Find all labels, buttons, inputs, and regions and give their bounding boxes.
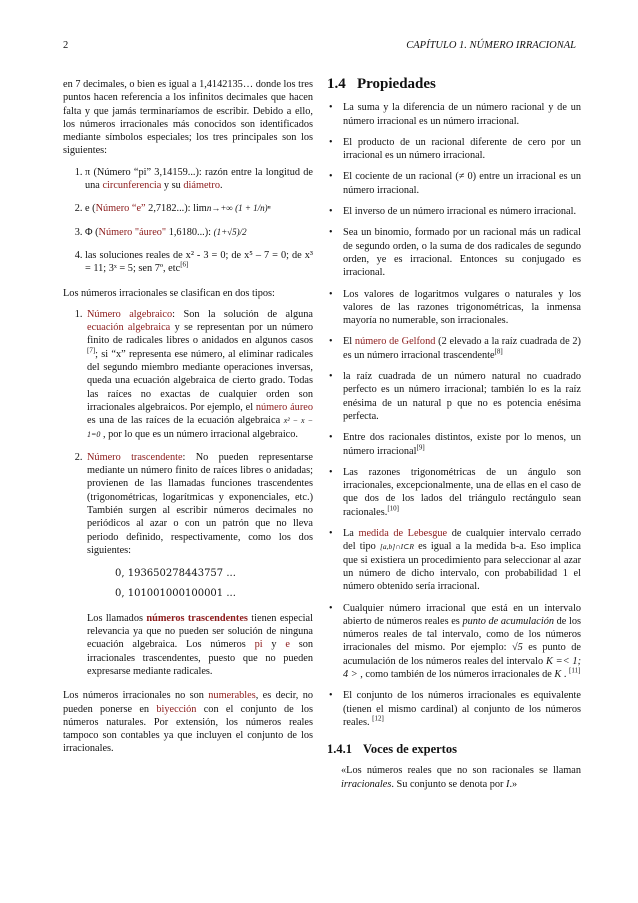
list-item: • Las razones trigonométricas de un ángulo son irracionales, excepcionalmente, una de ellas en el caso de que dos de los lados del triángulo rectángulo sean racionales.[10] [343,466,581,519]
highlight-trascendentes: números trascendentes [146,612,248,624]
list-item: 3. Φ (Número "áureo" 1,6180...): (1+√5)/2 [85,226,313,239]
link-numero-aureo-2[interactable]: número áureo [255,401,313,413]
list-item: • la raíz cuadrada de un número natural no cuadrado perfecto es un número irracional; también lo es la raíz enésima de un natural p que no es potencia enésima perfecta. [343,370,581,423]
link-e[interactable]: e [285,639,290,651]
link-numero-aureo[interactable]: Número "áureo" [98,226,167,238]
properties-list [327,101,581,729]
list-item: 2. e (Número “e” 2,7182...): limn→+∞ (1 + 1/n)ⁿ [85,202,313,215]
subsection-heading: 1.4.1 Voces de expertos [327,742,457,757]
reference[interactable]: [8] [494,347,503,356]
link-numero-algebraico[interactable]: Número algebraico [87,308,173,320]
section-heading: 1.4 Propiedades [327,76,436,92]
interval-k: K =< 1; 4 > [343,655,581,680]
reference[interactable]: [11] [569,666,581,675]
types-list [63,308,313,678]
classify-paragraph: Los números irracionales se clasifican en dos tipos: [63,287,275,299]
set-i: I [506,778,510,790]
intro-paragraph: en 7 decimales, o bien es igual a 1,4142135… donde los tres puntos hacen referencia a los infinitos decimales que hacen falta y que jamás terminaríamos de escribir. Debido a ello, los números irracionales más conocidos son identificados mediante símbolos especiales; los tres principales son los siguientes: [63,79,313,157]
list-item: • Entre dos racionales distintos, existe por lo menos, un número irracional[9] [343,431,581,458]
page-number: 2 [63,40,69,51]
left-column [63,78,313,756]
link-lebesgue[interactable]: medida de Lebesgue [358,528,448,540]
link-ecuacion-algebraica[interactable]: ecuación algebraica [87,322,171,334]
list-item: • Sea un binomio, formado por un racional más un radical de segundo orden, o la suma de dos radicales de segundo orden, ye es irracional. Entonces su conjugado es irracional. [343,226,581,279]
link-numero-e[interactable]: Número “e” [95,203,146,215]
right-column [327,78,581,791]
running-header: CAPÍTULO 1. NÚMERO IRRACIONAL [406,40,576,51]
expert-quote: «Los números reales que no son racionales se llaman irracionales. Su conjunto se denota por I.» [341,765,581,790]
link-diametro[interactable]: diámetro [183,180,220,192]
interval-notation: [a,b]∩I⊂R [379,542,414,552]
reference[interactable]: [12] [372,714,384,723]
list-item: 4. las soluciones reales de x² - 3 = 0; de x⁵ – 7 = 0; de x³ = 11; 3ˣ = 5; sen 7º, etc[6] [85,249,313,276]
set-k: K [554,668,562,680]
decimal-example: 0, 101001000100001 ... [115,587,236,599]
list-item: • La suma y la diferencia de un número racional y de un número irracional es un número irracional. [343,101,581,128]
limit-formula: n→+∞ (1 + 1/n)ⁿ [206,203,271,214]
link-numero-trascendente[interactable]: Número trascendente [87,451,183,463]
list-item: 2. Número trascendente: No pueden representarse mediante un número finito de raíces libres o anidadas; provienen de las llamadas funciones trascendentes (trigonométricas, logarítmicas y exponenciales, etc.) También surgen al escribir números decimales no periódicos al azar o con un patrón que no lleva periodo definido, respectivamente, como los dos siguientes: 0, 193650278443757 ... 0, 101001000100001 ... Los llamados números trascendentes tienen especial relevancia ya que no pueden ser solución de ninguna ecuación algebraica. Los números pi y e son irracionales trascendentes, puesto que no pueden expresarse mediante radicales. [85,451,313,678]
list-item: • El conjunto de los números irracionales es equivalente (tienen el mismo cardinal) al conjunto de los números reales. [12] [343,689,581,729]
list-item: • La medida de Lebesgue de cualquier intervalo cerrado del tipo [a,b]∩I⊂R es igual a la medida b-a. Eso implica que si existiera un procedimiento para seleccionar al azar un número de dicho intervalo, con probabilidad 1 el número obtenido sería irracional. [343,527,581,593]
link-circunferencia[interactable]: circunferencia [102,180,162,192]
link-biyeccion[interactable]: biyección [156,703,197,715]
list-item: 1. π (Número “pi” 3,14159...): razón entre la longitud de una circunferencia y su diámetro. [85,166,313,193]
trascendentes-paragraph: Los llamados números trascendentes tienen especial relevancia ya que no pueden ser solución de ninguna ecuación algebraica. Los números pi y e son irracionales trascendentes, puesto que no pueden expresarse mediante radicales. [87,612,314,677]
list-item: • El número de Gelfond (2 elevado a la raíz cuadrada de 2) es un número irracional trascendente[8] [343,335,581,362]
list-item: • El producto de un racional diferente de cero por un irracional es un número irracional. [343,136,581,163]
golden-formula: (1+√5)/2 [213,226,247,237]
list-item: • El inverso de un número irracional es número irracional. [343,205,581,218]
reference[interactable]: [9] [416,443,425,452]
list-item: 1. Número algebraico: Son la solución de alguna ecuación algebraica y se representan por un número finito de radicales libres o anidados en algunos casos [7]; si “x” representa ese número, al eliminar radicales del segundo miembro mediante operaciones inversas, queda una ecuación algebraica de cierto grado. Todas las raíces no exactas de cualquier orden son irracionales algebraicos. Por ejemplo, el número áureo es una de las raíces de la ecuación algebraica x² − x − 1=0 , por lo que es un número irracional algebraico. [85,308,313,441]
link-gelfond[interactable]: número de Gelfond [354,336,436,348]
link-numerables[interactable]: numerables [208,690,256,702]
link-pi[interactable]: pi [254,639,263,651]
sqrt-five: √5 [511,642,523,654]
symbols-list [63,166,313,276]
list-item: • Cualquier número irracional que está en un intervalo abierto de números reales es punto de acumulación de los números reales de tal intervalo, como de los números irracionales del mismo. Por ejemplo: √5 es punto de acumulación de los números reales del intervalo K =< 1; 4 > , como también de los números irracionales de K . [11] [343,602,581,682]
reference[interactable]: [7] [87,346,96,355]
closing-paragraph: Los números irracionales no son numerables, es decir, no pueden ponerse en biyección con el conjunto de los números naturales. Por extensión, los números reales tampoco son contables ya que incluyen el conjunto de los irracionales. [63,690,313,755]
decimal-example: 0, 193650278443757 ... [115,568,236,580]
reference[interactable]: [6] [180,260,189,269]
equation: x² − x − 1=0 [87,416,314,439]
reference[interactable]: [10] [387,504,399,513]
list-item: • Los valores de logaritmos vulgares o naturales y los valores de las razones trigonométricas, la inmensa mayoría no numerable, son irracionales. [343,288,581,328]
list-item: • El cociente de un racional (≠ 0) entre un irracional es un número irracional. [343,170,581,197]
